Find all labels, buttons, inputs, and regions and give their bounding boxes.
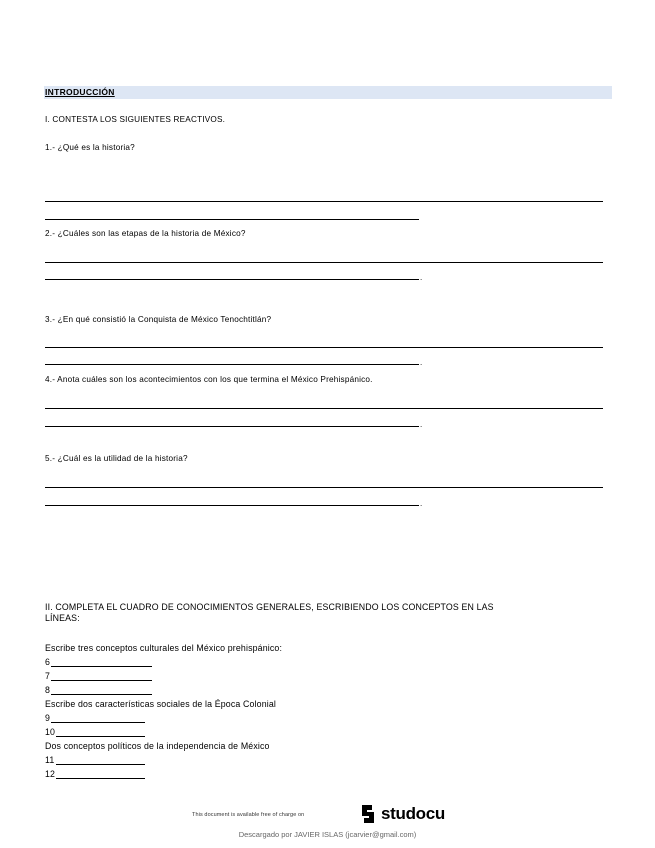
question-1: 1.- ¿Qué es la historia? <box>45 143 135 152</box>
answer-line[interactable] <box>45 262 603 263</box>
line-end-mark: . <box>420 420 423 429</box>
question-2: 2.- ¿Cuáles son las etapas de la historia de México? <box>45 229 246 238</box>
fill-blank[interactable] <box>56 764 145 765</box>
section-header-bar <box>44 86 612 99</box>
answer-line[interactable] <box>45 505 419 506</box>
group-prompt-political: Dos conceptos políticos de la independencia de México <box>45 741 270 751</box>
answer-line[interactable] <box>45 426 419 427</box>
fill-blank[interactable] <box>56 778 145 779</box>
studocu-logo-icon <box>358 803 378 825</box>
answer-line[interactable] <box>45 347 603 348</box>
answer-line[interactable] <box>45 408 603 409</box>
line-end-mark: . <box>420 358 423 367</box>
item-number: 10 <box>45 727 56 737</box>
item-number: 8 <box>45 685 51 695</box>
fill-blank[interactable] <box>51 694 152 695</box>
item-number: 12 <box>45 769 56 779</box>
answer-line[interactable] <box>45 219 419 220</box>
download-notice: Descargado por JAVIER ISLAS (jcarvier@gmail.com) <box>238 830 417 839</box>
part2-heading: II. COMPLETA EL CUADRO DE CONOCIMIENTOS GENERALES, ESCRIBIENDO LOS CONCEPTOS EN LAS <box>45 602 494 612</box>
fill-blank[interactable] <box>56 736 145 737</box>
footer-note: This document is available free of charge on <box>192 812 305 818</box>
item-number: 6 <box>45 657 51 667</box>
item-number: 9 <box>45 713 51 723</box>
group-prompt-social: Escribe dos características sociales de la Época Colonial <box>45 699 277 709</box>
answer-line[interactable] <box>45 201 603 202</box>
line-end-mark: . <box>420 499 423 508</box>
fill-blank[interactable] <box>51 680 152 681</box>
fill-blank[interactable] <box>51 722 145 723</box>
line-end-mark: . <box>420 273 423 282</box>
question-3: 3.- ¿En qué consistió la Conquista de México Tenochtitlán? <box>45 315 272 324</box>
answer-line[interactable] <box>45 364 419 365</box>
studocu-logo[interactable] <box>358 802 445 826</box>
fill-blank[interactable] <box>51 666 152 667</box>
answer-line[interactable] <box>45 279 419 280</box>
question-4: 4.- Anota cuáles son los acontecimientos con los que termina el México Prehispánico. <box>45 375 373 384</box>
answer-line[interactable] <box>45 487 603 488</box>
part2-heading-line2: LÍNEAS: <box>45 613 80 623</box>
item-number: 11 <box>45 755 55 765</box>
item-number: 7 <box>45 671 51 681</box>
section-title: INTRODUCCIÓN <box>45 87 115 97</box>
group-prompt-cultural: Escribe tres conceptos culturales del México prehispánico: <box>45 643 283 653</box>
studocu-wordmark: studocu <box>381 804 446 823</box>
question-5: 5.- ¿Cuál es la utilidad de la historia? <box>45 454 188 463</box>
part1-heading: I. CONTESTA LOS SIGUIENTES REACTIVOS. <box>45 115 226 124</box>
